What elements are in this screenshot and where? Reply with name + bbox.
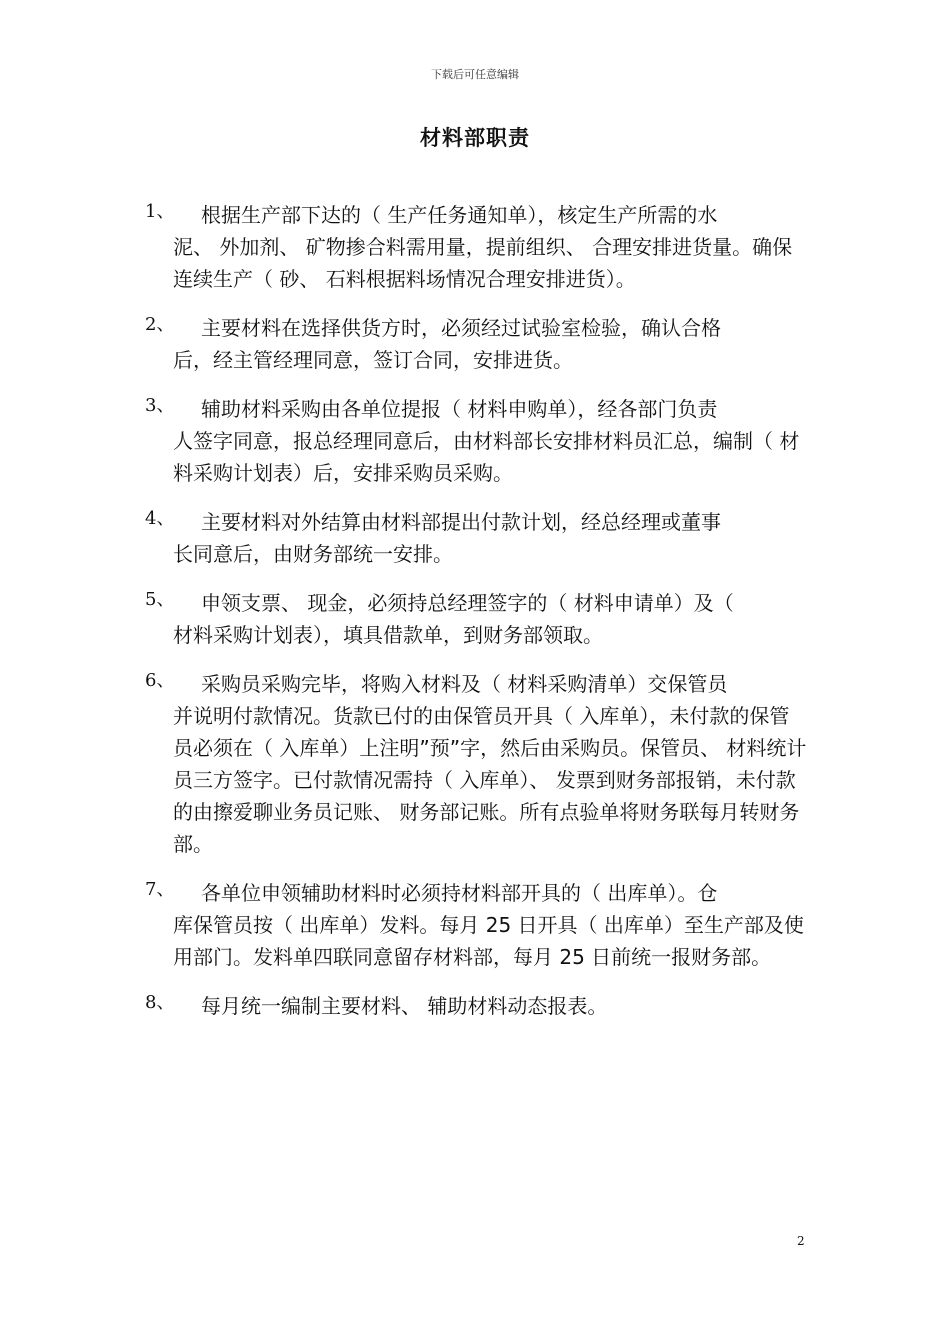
item-text	[173, 983, 809, 1030]
item-continuation: 库保管员按（ 出库单）发料。每月 25 日开具（ 出库单）至生产部及使用部门。发料单四联同意留存材料部，每月 25 日前统一报财务部。	[173, 913, 804, 969]
item-continuation: 人签字同意，报总经理同意后，由材料部长安排材料员汇总，编制（ 材料采购计划表）后，安排采购员采购。	[173, 429, 800, 485]
list-item	[0, 580, 950, 651]
item-continuation: 后，经主管经理同意，签订合同，安排进货。	[173, 348, 573, 372]
item-number: 1、	[145, 201, 175, 222]
list-item	[0, 499, 950, 570]
list-item	[0, 386, 950, 489]
page-title: 材料部职责	[420, 126, 530, 150]
item-first-line: 根据生产部下达的（ 生产任务通知单），核定生产所需的水	[201, 203, 718, 227]
duty-list	[0, 192, 950, 1032]
item-number: 2、	[145, 314, 175, 335]
item-continuation: 长同意后，由财务部统一安排。	[173, 542, 453, 566]
list-item	[0, 870, 950, 973]
item-first-line: 申领支票、 现金，必须持总经理签字的（ 材料申请单）及（	[201, 591, 734, 615]
item-first-line: 辅助材料采购由各单位提报（ 材料申购单），经各部门负责	[201, 397, 718, 421]
item-number: 7、	[145, 879, 175, 900]
item-first-line: 主要材料在选择供货方时，必须经过试验室检验，确认合格	[201, 316, 721, 340]
item-first-line: 采购员采购完毕，将购入材料及（ 材料采购清单）交保管员	[201, 672, 728, 696]
item-continuation: 材料采购计划表），填具借款单，到财务部领取。	[173, 623, 603, 647]
page-number: 2	[797, 1234, 805, 1248]
item-first-line: 各单位申领辅助材料时必须持材料部开具的（ 出库单）。仓	[201, 881, 718, 905]
list-item	[0, 661, 950, 860]
item-number: 4、	[145, 508, 175, 529]
item-first-line: 主要材料对外结算由材料部提出付款计划，经总经理或董事	[201, 510, 721, 534]
item-number: 6、	[145, 670, 175, 691]
item-number: 5、	[145, 589, 175, 610]
list-item	[0, 305, 950, 376]
item-number: 8、	[145, 992, 175, 1013]
item-number: 3、	[145, 395, 175, 416]
item-first-line: 每月统一编制主要材料、 辅助材料动态报表。	[201, 994, 608, 1018]
header-note: 下载后可任意编辑	[431, 68, 519, 81]
item-continuation: 并说明付款情况。货款已付的由保管员开具（ 入库单），未付款的保管员必须在（ 入库单）上注明”预”字，然后由采购员。保管员、 材料统计员三方签字。已付款情况需持（ 入库单）、 发票到财务部报销，未付款的由擦爱聊业务员记账、 财务部记账。所有点验单将财务联每月转财务部。	[173, 704, 807, 856]
item-continuation: 泥、 外加剂、 矿物掺合料需用量，提前组织、 合理安排进货量。确保连续生产（ 砂、 石料根据料场情况合理安排进货）。	[173, 235, 793, 291]
list-item	[0, 983, 950, 1030]
list-item	[0, 192, 950, 295]
